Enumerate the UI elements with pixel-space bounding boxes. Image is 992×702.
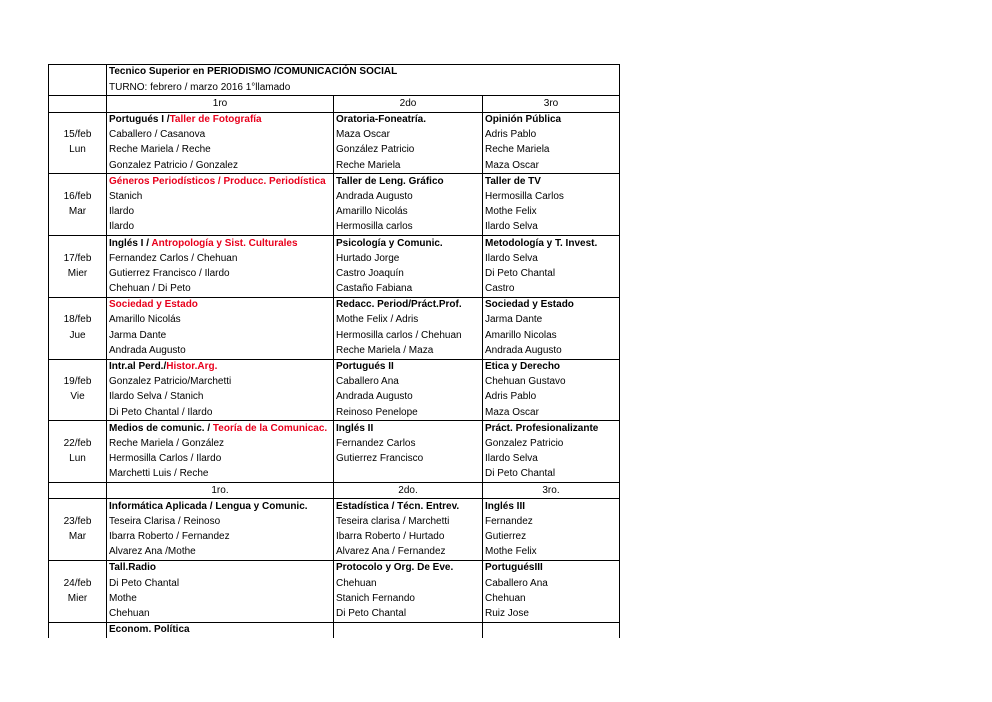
weekday-cell: Mier — [49, 266, 107, 281]
teacher-cell-3ro: Amarillo Nicolas — [483, 328, 620, 343]
teacher-cell-3ro: Di Peto Chantal — [483, 266, 620, 281]
empty-cell — [49, 405, 107, 421]
teacher-cell-1ro: Ibarra Roberto / Fernandez — [107, 530, 334, 545]
subject-title: Medios de comunic. / — [109, 422, 213, 434]
schedule-row — [49, 174, 620, 190]
teacher-cell-3ro: Ruiz Jose — [483, 607, 620, 623]
teacher-cell-1ro: Gutierrez Francisco / Ilardo — [107, 266, 334, 281]
schedule-row — [49, 390, 620, 405]
teacher-cell-1ro: Gonzalez Patricio/Marchetti — [107, 375, 334, 390]
teacher-cell-2do: Hermosilla carlos / Chehuan — [334, 328, 483, 343]
schedule-row — [49, 343, 620, 359]
teacher-cell-1ro: Caballero / Casanova — [107, 128, 334, 143]
teacher-cell-1ro: Jarma Dante — [107, 328, 334, 343]
schedule-row — [49, 514, 620, 529]
teacher-cell-1ro: Ilardo — [107, 205, 334, 220]
date-cell: 16/feb — [49, 190, 107, 205]
teacher-cell-1ro: Di Peto Chantal — [107, 576, 334, 591]
teacher-cell-3ro: Adris Pablo — [483, 390, 620, 405]
teacher-cell-2do: Caballero Ana — [334, 375, 483, 390]
subject-cell-2do: Psicología y Comunic. — [334, 236, 483, 252]
schedule-table — [48, 64, 620, 638]
schedule-row — [49, 220, 620, 236]
schedule-row — [49, 405, 620, 421]
date-cell: 18/feb — [49, 313, 107, 328]
teacher-cell-3ro: Chehuan — [483, 591, 620, 606]
empty-cell — [49, 112, 107, 128]
weekday-cell: Mar — [49, 205, 107, 220]
subject-cell-2do: Estadística / Técn. Entrev. — [334, 499, 483, 515]
subject-cell-2do: Taller de Leng. Gráfico — [334, 174, 483, 190]
subject-title-highlight: Antropología y Sist. Culturales — [151, 237, 298, 249]
empty-cell — [49, 65, 107, 81]
teacher-cell-2do: Mothe Felix / Adris — [334, 313, 483, 328]
schedule-row — [49, 205, 620, 220]
teacher-cell-1ro: Ilardo Selva / Stanich — [107, 390, 334, 405]
schedule-row — [49, 328, 620, 343]
schedule-row — [49, 158, 620, 174]
teacher-cell-2do — [334, 467, 483, 483]
schedule-row — [49, 359, 620, 375]
subject-cell-3ro: Opinión Pública — [483, 112, 620, 128]
year-label-2: 2do. — [334, 483, 483, 499]
subject-cell-1ro — [107, 297, 334, 313]
year-label-2: 2do — [334, 96, 483, 112]
schedule-body — [49, 65, 620, 638]
date-cell: 15/feb — [49, 128, 107, 143]
subject-cell-1ro — [107, 561, 334, 577]
teacher-cell-3ro: Castro — [483, 282, 620, 298]
subject-title: Tall.Radio — [109, 562, 157, 574]
date-cell: 24/feb — [49, 576, 107, 591]
teacher-cell-2do: Gutierrez Francisco — [334, 452, 483, 467]
schedule-row — [49, 266, 620, 281]
schedule-row — [49, 128, 620, 143]
teacher-cell-3ro: Caballero Ana — [483, 576, 620, 591]
empty-cell — [49, 282, 107, 298]
teacher-cell-3ro: Mothe Felix — [483, 545, 620, 561]
empty-cell — [49, 545, 107, 561]
teacher-cell-3ro: Maza Oscar — [483, 405, 620, 421]
teacher-cell-1ro: Ilardo — [107, 220, 334, 236]
weekday-cell: Mar — [49, 530, 107, 545]
weekday-cell: Lun — [49, 452, 107, 467]
teacher-cell-2do: Fernandez Carlos — [334, 437, 483, 452]
subject-cell-1ro: Econom. Política — [107, 622, 334, 638]
teacher-cell-3ro: Ilardo Selva — [483, 220, 620, 236]
subject-title: Portugués I / — [109, 114, 170, 126]
subject-title-highlight: Taller de Fotografía — [169, 114, 262, 126]
weekday-cell: Jue — [49, 328, 107, 343]
subject-title: Inglés I / — [109, 237, 152, 249]
empty-cell — [49, 174, 107, 190]
subject-cell-3ro: Inglés III — [483, 499, 620, 515]
subject-title-highlight: Teoría de la Comunicac. — [212, 422, 328, 434]
teacher-cell-1ro: Stanich — [107, 190, 334, 205]
teacher-cell-1ro: Chehuan — [107, 607, 334, 623]
empty-cell — [49, 561, 107, 577]
teacher-cell-3ro: Gonzalez Patricio — [483, 437, 620, 452]
teacher-cell-1ro: Hermosilla Carlos / Ilardo — [107, 452, 334, 467]
teacher-cell-2do: Castro Joaquín — [334, 266, 483, 281]
date-cell: 23/feb — [49, 514, 107, 529]
teacher-cell-3ro: Mothe Felix — [483, 205, 620, 220]
subject-title: Informática Aplicada / Lengua y Comunic. — [109, 500, 308, 512]
teacher-cell-2do: Di Peto Chantal — [334, 607, 483, 623]
subject-cell-3ro: Etica y Derecho — [483, 359, 620, 375]
year-label-3: 3ro. — [483, 483, 620, 499]
empty-cell — [334, 622, 483, 638]
teacher-cell-3ro: Andrada Augusto — [483, 343, 620, 359]
subject-title-highlight: Sociedad y Estado — [109, 299, 198, 311]
teacher-cell-1ro: Amarillo Nicolás — [107, 313, 334, 328]
weekday-cell: Lun — [49, 143, 107, 158]
teacher-cell-2do: Teseira clarisa / Marchetti — [334, 514, 483, 529]
teacher-cell-2do: Castaño Fabiana — [334, 282, 483, 298]
subject-cell-3ro: Sociedad y Estado — [483, 297, 620, 313]
teacher-cell-1ro: Alvarez Ana /Mothe — [107, 545, 334, 561]
teacher-cell-2do: Hermosilla carlos — [334, 220, 483, 236]
subject-cell-2do: Portugués II — [334, 359, 483, 375]
teacher-cell-3ro: Jarma Dante — [483, 313, 620, 328]
teacher-cell-1ro: Chehuan / Di Peto — [107, 282, 334, 298]
subject-cell-1ro — [107, 499, 334, 515]
teacher-cell-2do: Andrada Augusto — [334, 190, 483, 205]
year-label-1: 1ro — [107, 96, 334, 112]
year-label-3: 3ro — [483, 96, 620, 112]
schedule-row — [49, 437, 620, 452]
teacher-cell-3ro: Hermosilla Carlos — [483, 190, 620, 205]
schedule-row — [49, 622, 620, 638]
teacher-cell-2do: Reche Mariela / Maza — [334, 343, 483, 359]
empty-cell — [49, 499, 107, 515]
teacher-cell-1ro: Andrada Augusto — [107, 343, 334, 359]
empty-cell — [49, 343, 107, 359]
empty-cell — [49, 96, 107, 112]
year-header-row — [49, 96, 620, 112]
program-title: Tecnico Superior en PERIODISMO /COMUNICACIÓN SOCIAL — [107, 65, 620, 81]
teacher-cell-3ro: Maza Oscar — [483, 158, 620, 174]
turno-text: TURNO: febrero / marzo 2016 1°llamado — [107, 80, 620, 96]
schedule-row — [49, 282, 620, 298]
teacher-cell-3ro: Adris Pablo — [483, 128, 620, 143]
teacher-cell-1ro: Teseira Clarisa / Reinoso — [107, 514, 334, 529]
empty-cell — [49, 80, 107, 96]
subject-cell-2do: Inglés II — [334, 421, 483, 437]
teacher-cell-3ro: Reche Mariela — [483, 143, 620, 158]
teacher-cell-2do: Reche Mariela — [334, 158, 483, 174]
schedule-row — [49, 190, 620, 205]
teacher-cell-2do: Ibarra Roberto / Hurtado — [334, 530, 483, 545]
subject-cell-1ro — [107, 174, 334, 190]
teacher-cell-1ro: Marchetti Luis / Reche — [107, 467, 334, 483]
teacher-cell-2do: Stanich Fernando — [334, 591, 483, 606]
empty-cell — [49, 467, 107, 483]
schedule-row — [49, 467, 620, 483]
teacher-cell-2do: Andrada Augusto — [334, 390, 483, 405]
teacher-cell-2do: Alvarez Ana / Fernandez — [334, 545, 483, 561]
empty-cell — [483, 622, 620, 638]
subject-title-highlight: Géneros Periodísticos / Producc. Periodística — [109, 175, 326, 187]
empty-cell — [49, 297, 107, 313]
subject-cell-3ro: Práct. Profesionalizante — [483, 421, 620, 437]
empty-cell — [49, 622, 107, 638]
date-cell: 17/feb — [49, 251, 107, 266]
date-cell: 22/feb — [49, 437, 107, 452]
year-label-1: 1ro. — [107, 483, 334, 499]
schedule-row — [49, 545, 620, 561]
teacher-cell-3ro: Ilardo Selva — [483, 452, 620, 467]
subject-cell-2do: Oratoria-Foneatría. — [334, 112, 483, 128]
teacher-cell-1ro: Mothe — [107, 591, 334, 606]
schedule-row — [49, 530, 620, 545]
empty-cell — [49, 220, 107, 236]
teacher-cell-2do: González Patricio — [334, 143, 483, 158]
teacher-cell-1ro: Di Peto Chantal / Ilardo — [107, 405, 334, 421]
year-header-row — [49, 483, 620, 499]
subject-cell-3ro: Metodología y T. Invest. — [483, 236, 620, 252]
schedule-row — [49, 499, 620, 515]
subject-cell-2do: Protocolo y Org. De Eve. — [334, 561, 483, 577]
schedule-row — [49, 375, 620, 390]
title-row — [49, 65, 620, 81]
weekday-cell: Mier — [49, 591, 107, 606]
subject-cell-1ro — [107, 236, 334, 252]
empty-cell — [49, 236, 107, 252]
teacher-cell-3ro: Fernandez — [483, 514, 620, 529]
teacher-cell-1ro: Reche Mariela / Reche — [107, 143, 334, 158]
subject-title: Intr.al Perd./ — [109, 361, 167, 373]
teacher-cell-3ro: Gutierrez — [483, 530, 620, 545]
schedule-row — [49, 251, 620, 266]
subject-cell-2do: Redacc. Period/Práct.Prof. — [334, 297, 483, 313]
teacher-cell-2do: Maza Oscar — [334, 128, 483, 143]
subject-cell-1ro — [107, 359, 334, 375]
subject-cell-3ro: PortuguésIII — [483, 561, 620, 577]
turno-row — [49, 80, 620, 96]
teacher-cell-1ro: Gonzalez Patricio / Gonzalez — [107, 158, 334, 174]
subject-cell-3ro: Taller de TV — [483, 174, 620, 190]
empty-cell — [49, 158, 107, 174]
date-cell: 19/feb — [49, 375, 107, 390]
subject-title-highlight: Histor.Arg. — [166, 361, 218, 373]
schedule-row — [49, 236, 620, 252]
schedule-row — [49, 452, 620, 467]
teacher-cell-2do: Hurtado Jorge — [334, 251, 483, 266]
teacher-cell-2do: Amarillo Nicolás — [334, 205, 483, 220]
subject-cell-1ro — [107, 112, 334, 128]
schedule-row — [49, 576, 620, 591]
teacher-cell-1ro: Reche Mariela / González — [107, 437, 334, 452]
schedule-row — [49, 143, 620, 158]
teacher-cell-1ro: Fernandez Carlos / Chehuan — [107, 251, 334, 266]
teacher-cell-3ro: Chehuan Gustavo — [483, 375, 620, 390]
empty-cell — [49, 359, 107, 375]
schedule-row — [49, 297, 620, 313]
teacher-cell-2do: Chehuan — [334, 576, 483, 591]
empty-cell — [49, 607, 107, 623]
weekday-cell: Vie — [49, 390, 107, 405]
schedule-row — [49, 112, 620, 128]
empty-cell — [49, 421, 107, 437]
schedule-row — [49, 313, 620, 328]
schedule-row — [49, 607, 620, 623]
teacher-cell-3ro: Di Peto Chantal — [483, 467, 620, 483]
schedule-row — [49, 421, 620, 437]
empty-cell — [49, 483, 107, 499]
subject-cell-1ro — [107, 421, 334, 437]
teacher-cell-3ro: Ilardo Selva — [483, 251, 620, 266]
schedule-row — [49, 561, 620, 577]
schedule-row — [49, 591, 620, 606]
teacher-cell-2do: Reinoso Penelope — [334, 405, 483, 421]
